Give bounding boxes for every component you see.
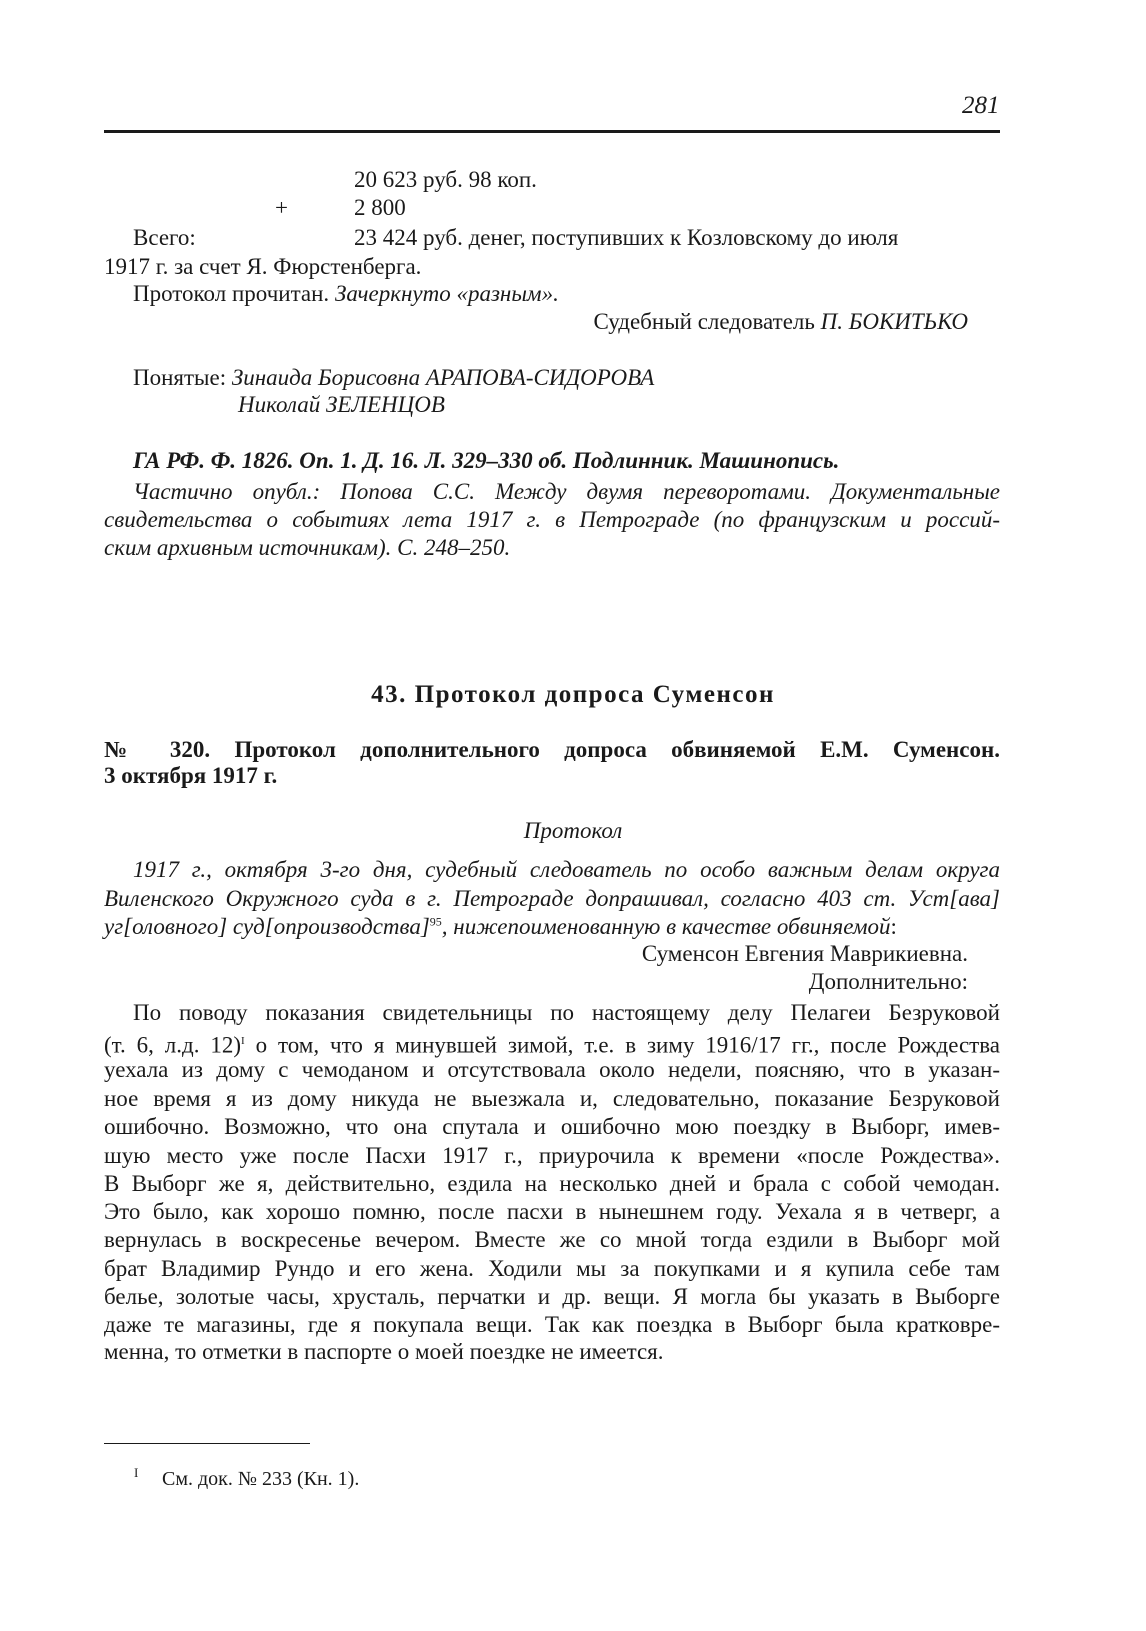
footnote-ref-95: 95 bbox=[429, 914, 442, 929]
published-line-2: свидетельства о событиях лета 1917 г. в Петрограде (по французским и россий- bbox=[104, 507, 1000, 532]
intro-line-2: Виленского Окружного суда в г. Петрограде допрашивал, согласно 403 ст. Уст[ава] bbox=[104, 886, 1000, 911]
crossed-note: Зачеркнуто «разным». bbox=[334, 281, 559, 306]
intro-colon: : bbox=[890, 914, 897, 939]
witness-1: Зинаида Борисовна АРАПОВА-СИДОРОВА bbox=[231, 365, 655, 390]
investigator-name: П. БОКИТЬКО bbox=[820, 309, 968, 334]
accused-name: Суменсон Евгения Маврикиевна. bbox=[641, 941, 968, 966]
investigator-signature bbox=[593, 309, 968, 335]
body-line-5: ошибочно. Возможно, что она спутала и ошибочно мою поездку в Выборг, имев- bbox=[104, 1114, 1000, 1139]
section-title: 43. Протокол допроса Суменсон bbox=[371, 681, 775, 708]
body-line-10: брат Владимир Рундо и его жена. Ходили мы за покупками и я купила себе там bbox=[104, 1256, 1000, 1281]
document-title-line-2: 3 октября 1917 г. bbox=[104, 763, 278, 788]
body-line-6: шую место уже после Пасхи 1917 г., приурочила к времени «после Рождества». bbox=[104, 1143, 1000, 1168]
footnote-rule bbox=[104, 1443, 310, 1444]
body-last-line: менна, то отметки в паспорте о моей поездке не имеется. bbox=[104, 1339, 664, 1364]
intro-line-3-end: , нижепоименованную в качестве обвиняемой bbox=[441, 914, 891, 939]
witnesses-label: Понятые: bbox=[133, 365, 227, 390]
total-text: 23 424 руб. денег, поступивших к Козловскому до июля bbox=[354, 225, 899, 250]
body-line-2-start: (т. 6, л.д. 12) bbox=[104, 1032, 242, 1058]
witnesses-line-1 bbox=[133, 365, 654, 391]
page-number: 281 bbox=[962, 92, 1000, 119]
footnote-mark: I bbox=[134, 1465, 139, 1480]
body-line-11: белье, золотые часы, хрусталь, перчатки и др. вещи. Я могла бы указать в Выборге bbox=[104, 1284, 1000, 1309]
body-line-3: уехала из дому с чемоданом и отсутствовала около недели, поясняю, что в указан- bbox=[104, 1057, 1000, 1082]
investigator-title: Судебный следователь bbox=[593, 309, 815, 334]
total-continuation: 1917 г. за счет Я. Фюрстенберга. bbox=[104, 254, 422, 279]
archive-reference: ГА РФ. Ф. 1826. Оп. 1. Д. 16. Л. 329–330 об. Подлинник. Машинопись. bbox=[133, 448, 840, 473]
body-line-1: По поводу показания свидетельницы по настоящему делу Пелагеи Безруковой bbox=[133, 1000, 1000, 1025]
header-rule bbox=[104, 130, 1000, 133]
protocol-subtitle: Протокол bbox=[523, 818, 623, 843]
body-line-8: Это было, как хорошо помню, после пасхи в нынешнем году. Уехала я в четверг, а bbox=[104, 1199, 1000, 1224]
intro-line-3 bbox=[104, 914, 897, 940]
witness-2: Николай ЗЕЛЕНЦОВ bbox=[238, 392, 445, 417]
intro-line-1: 1917 г., октября 3-го дня, судебный следователь по особо важным делам округа bbox=[133, 857, 1000, 882]
footnote-text: См. док. № 233 (Кн. 1). bbox=[162, 1468, 360, 1490]
body-line-2-end: о том, что я минувшей зимой, т.е. в зиму 1916/17 гг., после Рождества bbox=[244, 1032, 1000, 1058]
document-title-line-1: № 320. Протокол дополнительного допроса обвиняемой Е.М. Суменсон. bbox=[104, 737, 1000, 762]
additionally-label: Дополнительно: bbox=[808, 969, 968, 994]
body-line-12: даже те магазины, где я покупала вещи. Так как поездка в Выборг была кратковре- bbox=[104, 1312, 1000, 1337]
total-label: Всего: bbox=[133, 225, 196, 250]
calc-line-1: 20 623 руб. 98 коп. bbox=[354, 167, 537, 192]
protocol-read-line bbox=[133, 281, 559, 307]
body-line-9: вернулась в воскресенье вечером. Вместе же со мной тогда ездили в Выборг мой bbox=[104, 1227, 1000, 1252]
published-line-1: Частично опубл.: Попова С.С. Между двумя переворотами. Документальные bbox=[133, 479, 1000, 504]
calc-plus: + bbox=[275, 195, 288, 220]
intro-line-3-start: уг[оловного] суд[опроизводства] bbox=[104, 914, 430, 939]
body-line-7: В Выборг же я, действительно, ездила на несколько дней и брала с собой чемодан. bbox=[104, 1171, 1000, 1196]
body-line-4: ное время я из дому никуда не выезжала и, следовательно, показание Безруковой bbox=[104, 1086, 1000, 1111]
calc-line-2: 2 800 bbox=[354, 195, 406, 220]
protocol-read: Протокол прочитан. bbox=[133, 281, 330, 306]
footnote-ref-i: I bbox=[241, 1035, 245, 1047]
published-line-3: ским архивным источникам). С. 248–250. bbox=[104, 535, 511, 560]
